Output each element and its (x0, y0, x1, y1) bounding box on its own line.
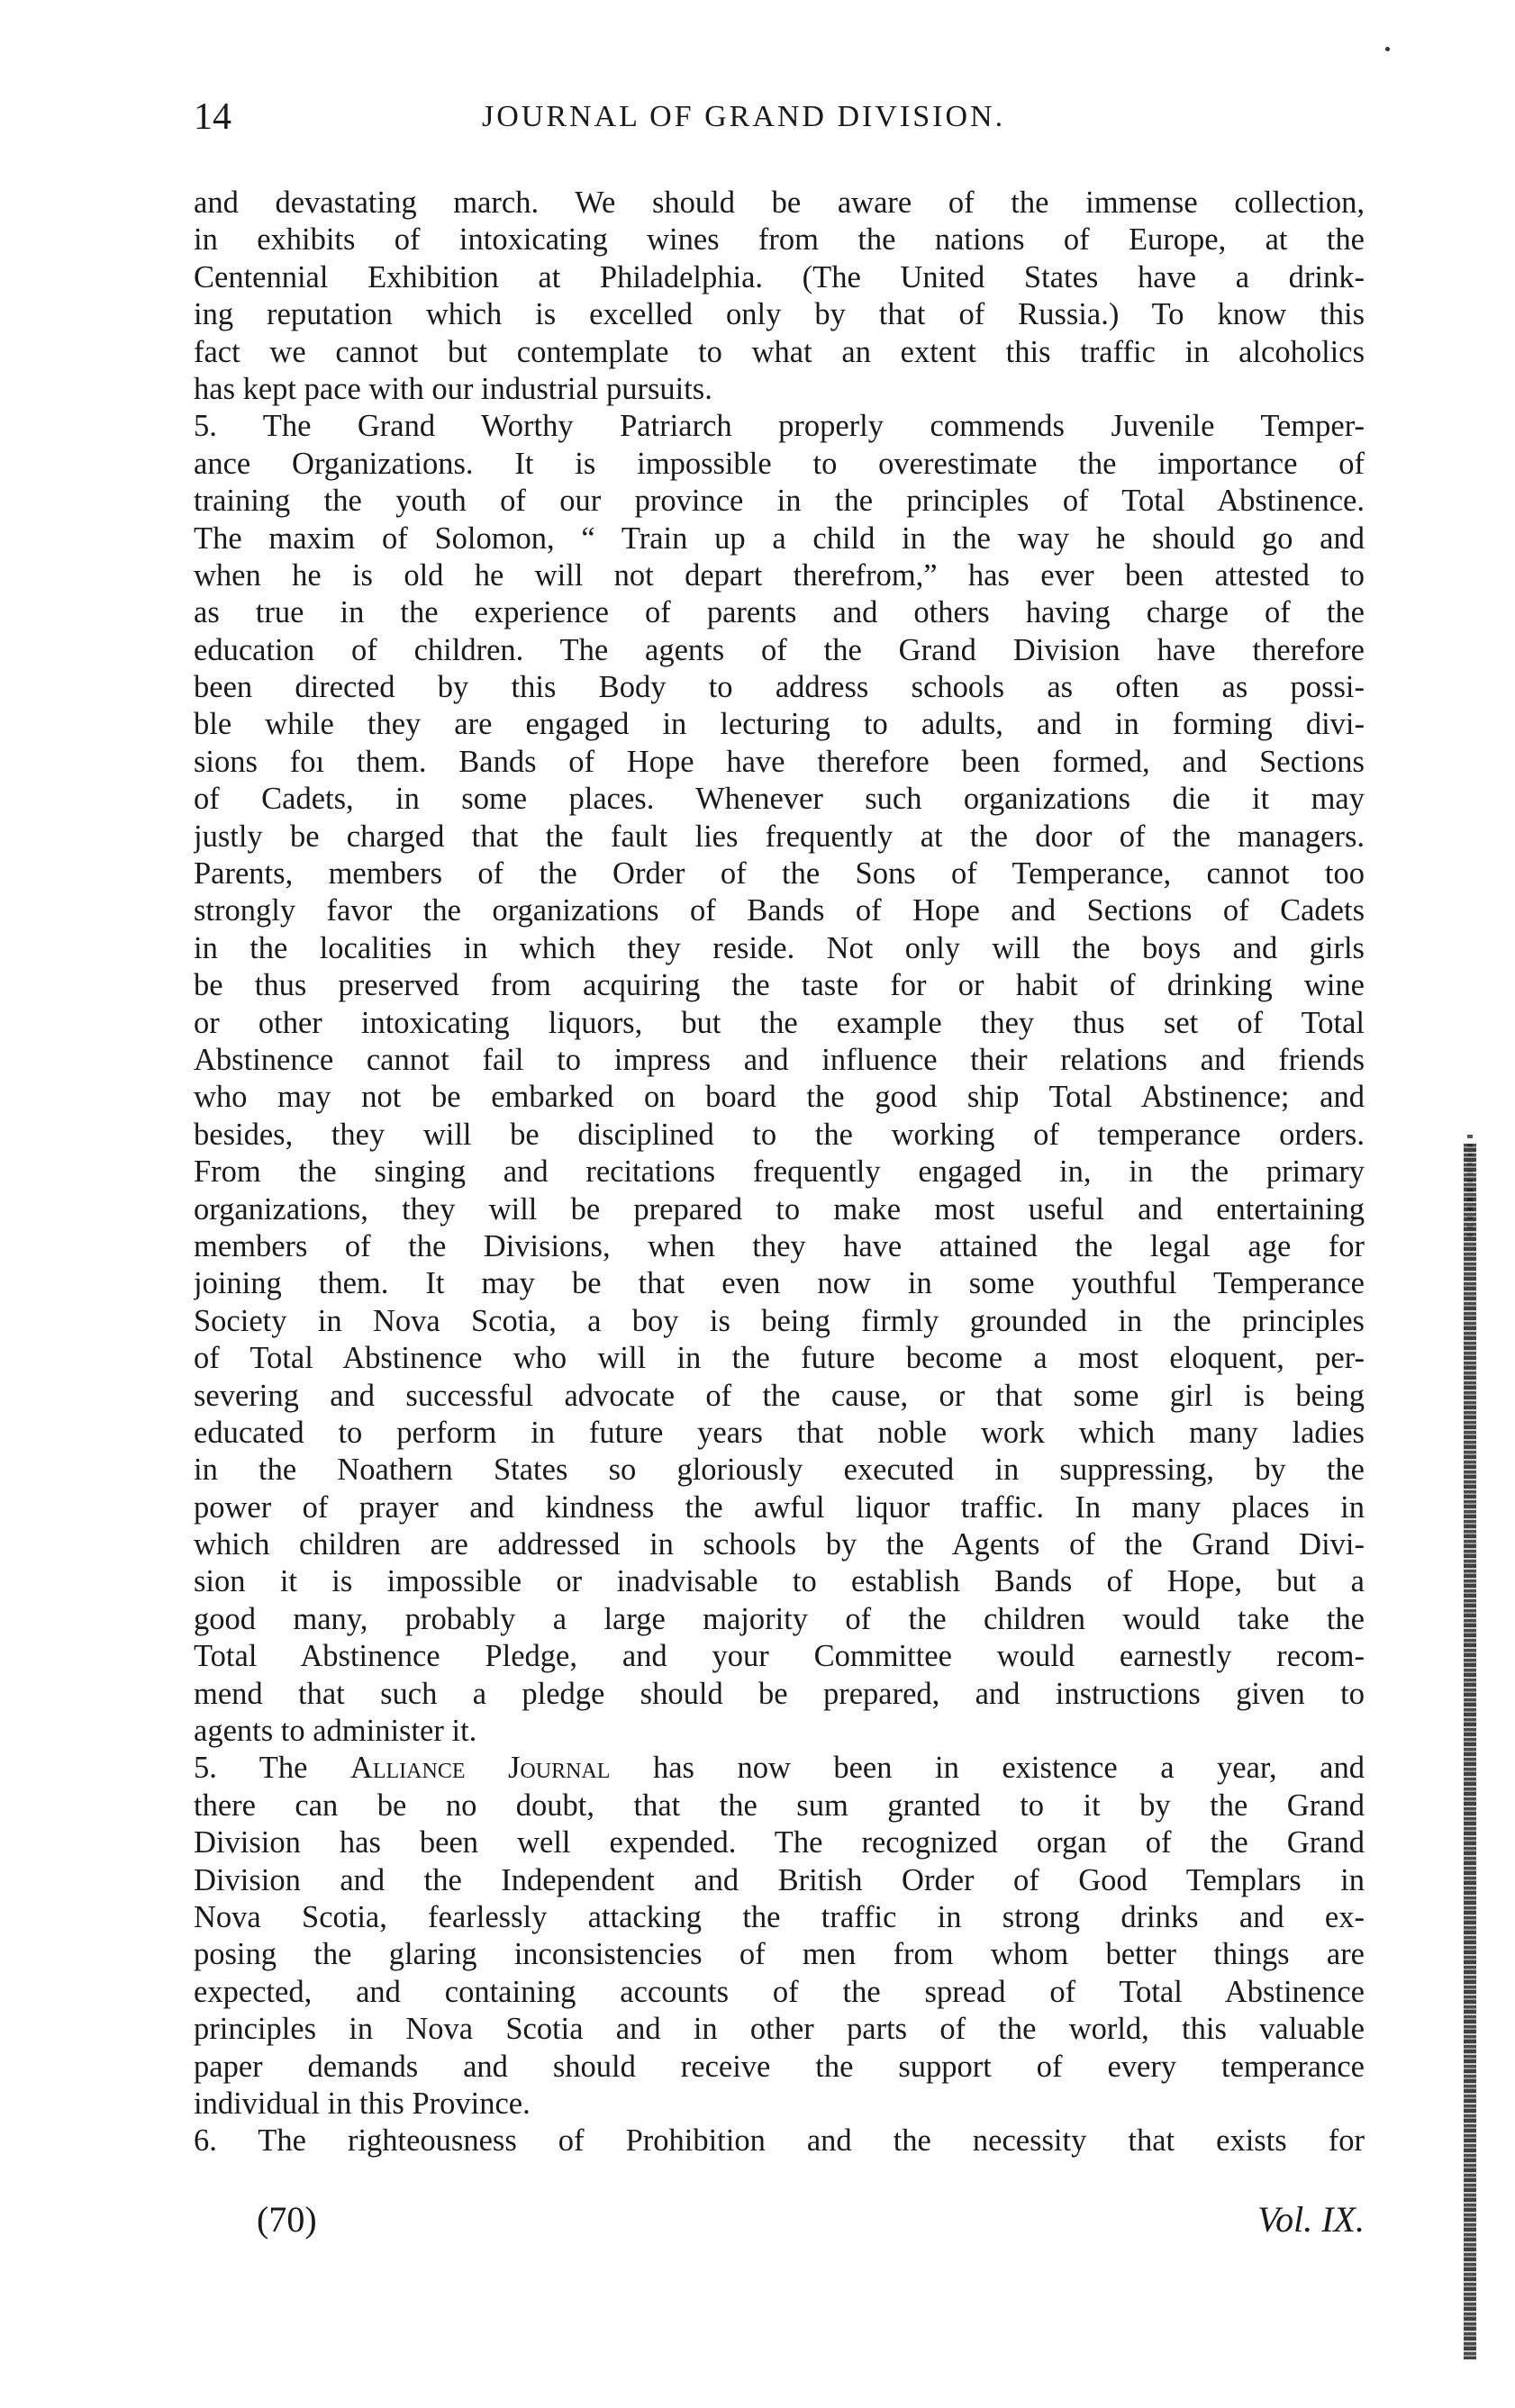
text-line: From the singing and recitations frequently engaged in, in the primary (194, 1154, 1365, 1190)
text-line: who may not be embarked on board the good ship Total Abstinence; and (194, 1080, 1365, 1115)
text-line: justly be charged that the fault lies frequently at the door of the managers. (194, 819, 1365, 854)
text-line: Division has been well expended. The recognized organ of the Grand (194, 1825, 1365, 1860)
text-line: fact we cannot but contemplate to what an extent this traffic in alcoholics (194, 334, 1365, 369)
text-line: Centennial Exhibition at Philadelphia. (The United States have a drink- (194, 259, 1365, 294)
binding-edge (1464, 1144, 1476, 2359)
text-line: Parents, members of the Order of the Sons of Temperance, cannot too (194, 856, 1365, 892)
volume-mark: Vol. IX. (1257, 2199, 1365, 2240)
text-line: in the localities in which they reside. Not only will the boys and girls (194, 930, 1365, 965)
text-line: paper demands and should receive the support of every temperance (194, 2049, 1365, 2084)
text-line: members of the Divisions, when they have attained the legal age for (194, 1228, 1365, 1263)
text-line: strongly favor the organizations of Bands of Hope and Sections of Cadets (194, 893, 1365, 928)
text-line: agents to administer it. (194, 1714, 477, 1749)
text-line: The maxim of Solomon, “ Train up a child in the way he should go and (194, 521, 1365, 556)
text-line: 5. The Alliance Journal has now been in existence a year, and (194, 1751, 1365, 1786)
text-line: good many, probably a large majority of the children would take the (194, 1601, 1365, 1636)
text-line: Total Abstinence Pledge, and your Committee would earnestly recom- (194, 1639, 1365, 1674)
text-line: as true in the experience of parents and others having charge of the (194, 595, 1365, 630)
text-line: posing the glaring inconsistencies of men from whom better things are (194, 1937, 1365, 1972)
text-line: power of prayer and kindness the awful liquor traffic. In many places in (194, 1489, 1365, 1525)
text-line: severing and successful advocate of the cause, or that some girl is being (194, 1378, 1365, 1413)
text-line: sions foı them. Bands of Hope have therefore been formed, and Sections (194, 744, 1365, 779)
text-line: ble while they are engaged in lecturing to adults, and in forming divi- (194, 707, 1365, 742)
text-line: organizations, they will be prepared to make most useful and entertaining (194, 1191, 1365, 1227)
page-number: 14 (194, 96, 231, 138)
page-header (194, 90, 1365, 144)
print-speck (1385, 47, 1390, 51)
text-line: 5. The Grand Worthy Patriarch properly commends Juvenile Temper- (194, 409, 1365, 444)
text-line: expected, and containing accounts of the spread of Total Abstinence (194, 1974, 1365, 2009)
text-line: besides, they will be disciplined to the working of temperance orders. (194, 1117, 1365, 1152)
text-line: there can be no doubt, that the sum granted to it by the Grand (194, 1788, 1365, 1823)
text-line: individual in this Province. (194, 2086, 531, 2121)
page-footer (239, 2193, 1365, 2247)
text-line: principles in Nova Scotia and in other parts of the world, this valuable (194, 2012, 1365, 2047)
text-line: Nova Scotia, fearlessly attacking the traffic in strong drinks and ex- (194, 1899, 1365, 1934)
text-line: educated to perform in future years that noble work which many ladies (194, 1415, 1365, 1450)
text-line: Society in Nova Scotia, a boy is being firmly grounded in the principles (194, 1303, 1365, 1338)
text-line: in the Noathern States so gloriously executed in suppressing, by the (194, 1453, 1365, 1488)
text-line: mend that such a pledge should be prepared, and instructions given to (194, 1676, 1365, 1711)
text-line: or other intoxicating liquors, but the example they thus set of Total (194, 1005, 1365, 1040)
text-line: ing reputation which is excelled only by that of Russia.) To know this (194, 297, 1365, 332)
text-line: be thus preserved from acquiring the taste for or habit of drinking wine (194, 968, 1365, 1003)
text-line: 6. The righteousness of Prohibition and the necessity that exists for (194, 2123, 1365, 2159)
journal-name: Alliance Journal (349, 1751, 611, 1786)
text-line: has kept pace with our industrial pursuits. (194, 371, 712, 406)
signature-mark: (70) (257, 2199, 317, 2240)
text-line: Abstinence cannot fail to impress and influence their relations and friends (194, 1042, 1365, 1077)
text-line: in exhibits of intoxicating wines from the nations of Europe, at the (194, 222, 1365, 258)
text-line: sion it is impossible or inadvisable to establish Bands of Hope, but a (194, 1564, 1365, 1599)
text-line: which children are addressed in schools by the Agents of the Grand Divi- (194, 1527, 1365, 1562)
text-line: of Cadets, in some places. Whenever such organizations die it may (194, 782, 1365, 817)
running-title: JOURNAL OF GRAND DIVISION. (482, 100, 1006, 133)
text-line: when he is old he will not depart therefrom,” has ever been attested to (194, 557, 1365, 593)
body-text (194, 185, 1365, 2160)
text-line: Division and the Independent and British Order of Good Templars in (194, 1862, 1365, 1897)
text-line: joining them. It may be that even now in some youthful Temperance (194, 1266, 1365, 1301)
text-line: been directed by this Body to address schools as often as possi- (194, 670, 1365, 705)
text-line: ance Organizations. It is impossible to overestimate the importance of (194, 446, 1365, 481)
text-line: of Total Abstinence who will in the future become a most eloquent, per- (194, 1341, 1365, 1376)
text-line: education of children. The agents of the Grand Division have therefore (194, 632, 1365, 667)
text-line: and devastating march. We should be aware of the immense collection, (194, 186, 1365, 220)
text-line: training the youth of our province in the principles of Total Abstinence. (194, 484, 1365, 519)
